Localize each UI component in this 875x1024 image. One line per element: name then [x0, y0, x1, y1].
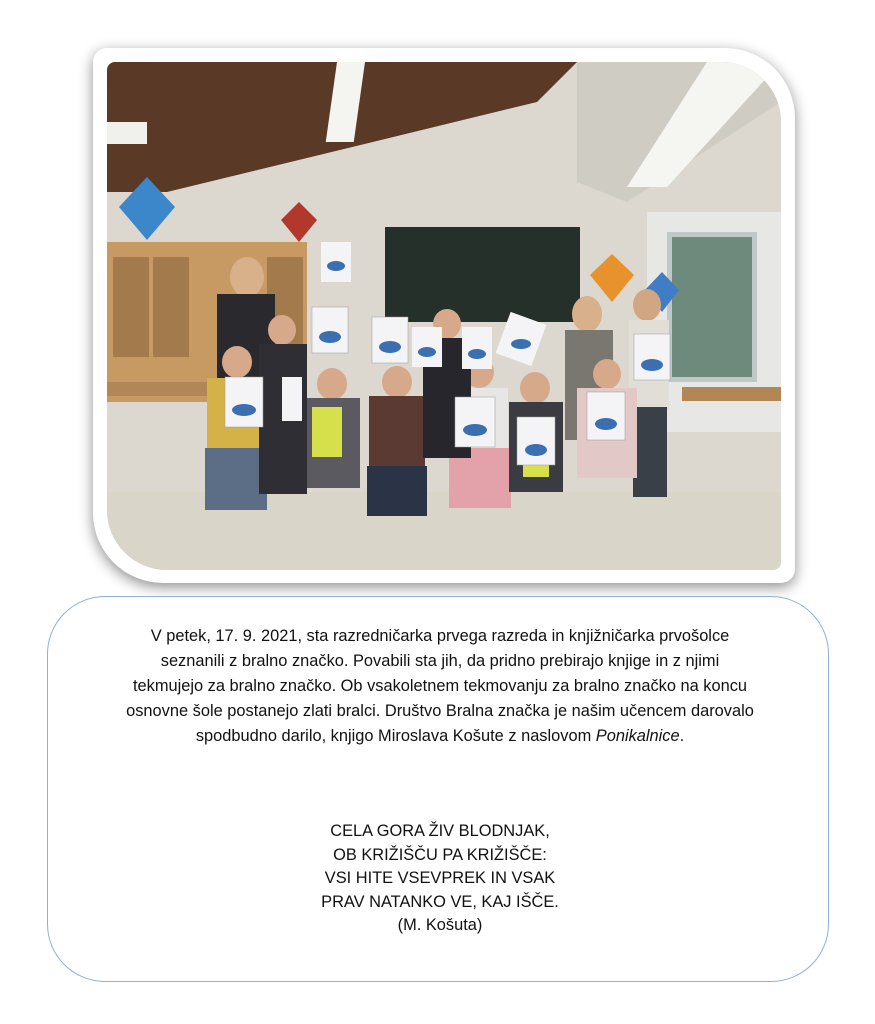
caption-paragraph: [70, 624, 810, 749]
poem-line: VSI HITE VSEVPREK IN VSAK: [324, 869, 556, 887]
paragraph-line: [70, 724, 810, 749]
poem-line: PRAV NATANKO VE, KAJ IŠČE.: [321, 892, 559, 911]
poem-line: CELA GORA ŽIV BLODNJAK,: [330, 822, 550, 840]
paragraph-line-end: .: [679, 727, 685, 745]
paragraph-line: osnovne šole postanejo zlati bralci. Društvo Bralna značka je našim učencem darovalo: [126, 702, 754, 720]
class-photo: [107, 62, 781, 570]
poem-author: (M. Košuta): [397, 916, 483, 934]
poem-line: OB KRIŽIŠČU PA KRIŽIŠČE:: [333, 845, 547, 864]
paragraph-line: V petek, 17. 9. 2021, sta razredničarka prvega razreda in knjižničarka prvošolce: [150, 627, 730, 645]
paragraph-line-text: spodbudno darilo, knjigo Miroslava Košute z naslovom: [195, 727, 596, 745]
paragraph-line: tekmujejo za bralno značko. Ob vsakoletnem tekmovanju za bralno značko na koncu: [132, 677, 748, 695]
paragraph-line: seznanili z bralno značko. Povabili sta jih, da pridno prebirajo knjige in z njimi: [160, 652, 720, 670]
book-title: Ponikalnice: [595, 727, 680, 745]
poem: [70, 820, 810, 938]
